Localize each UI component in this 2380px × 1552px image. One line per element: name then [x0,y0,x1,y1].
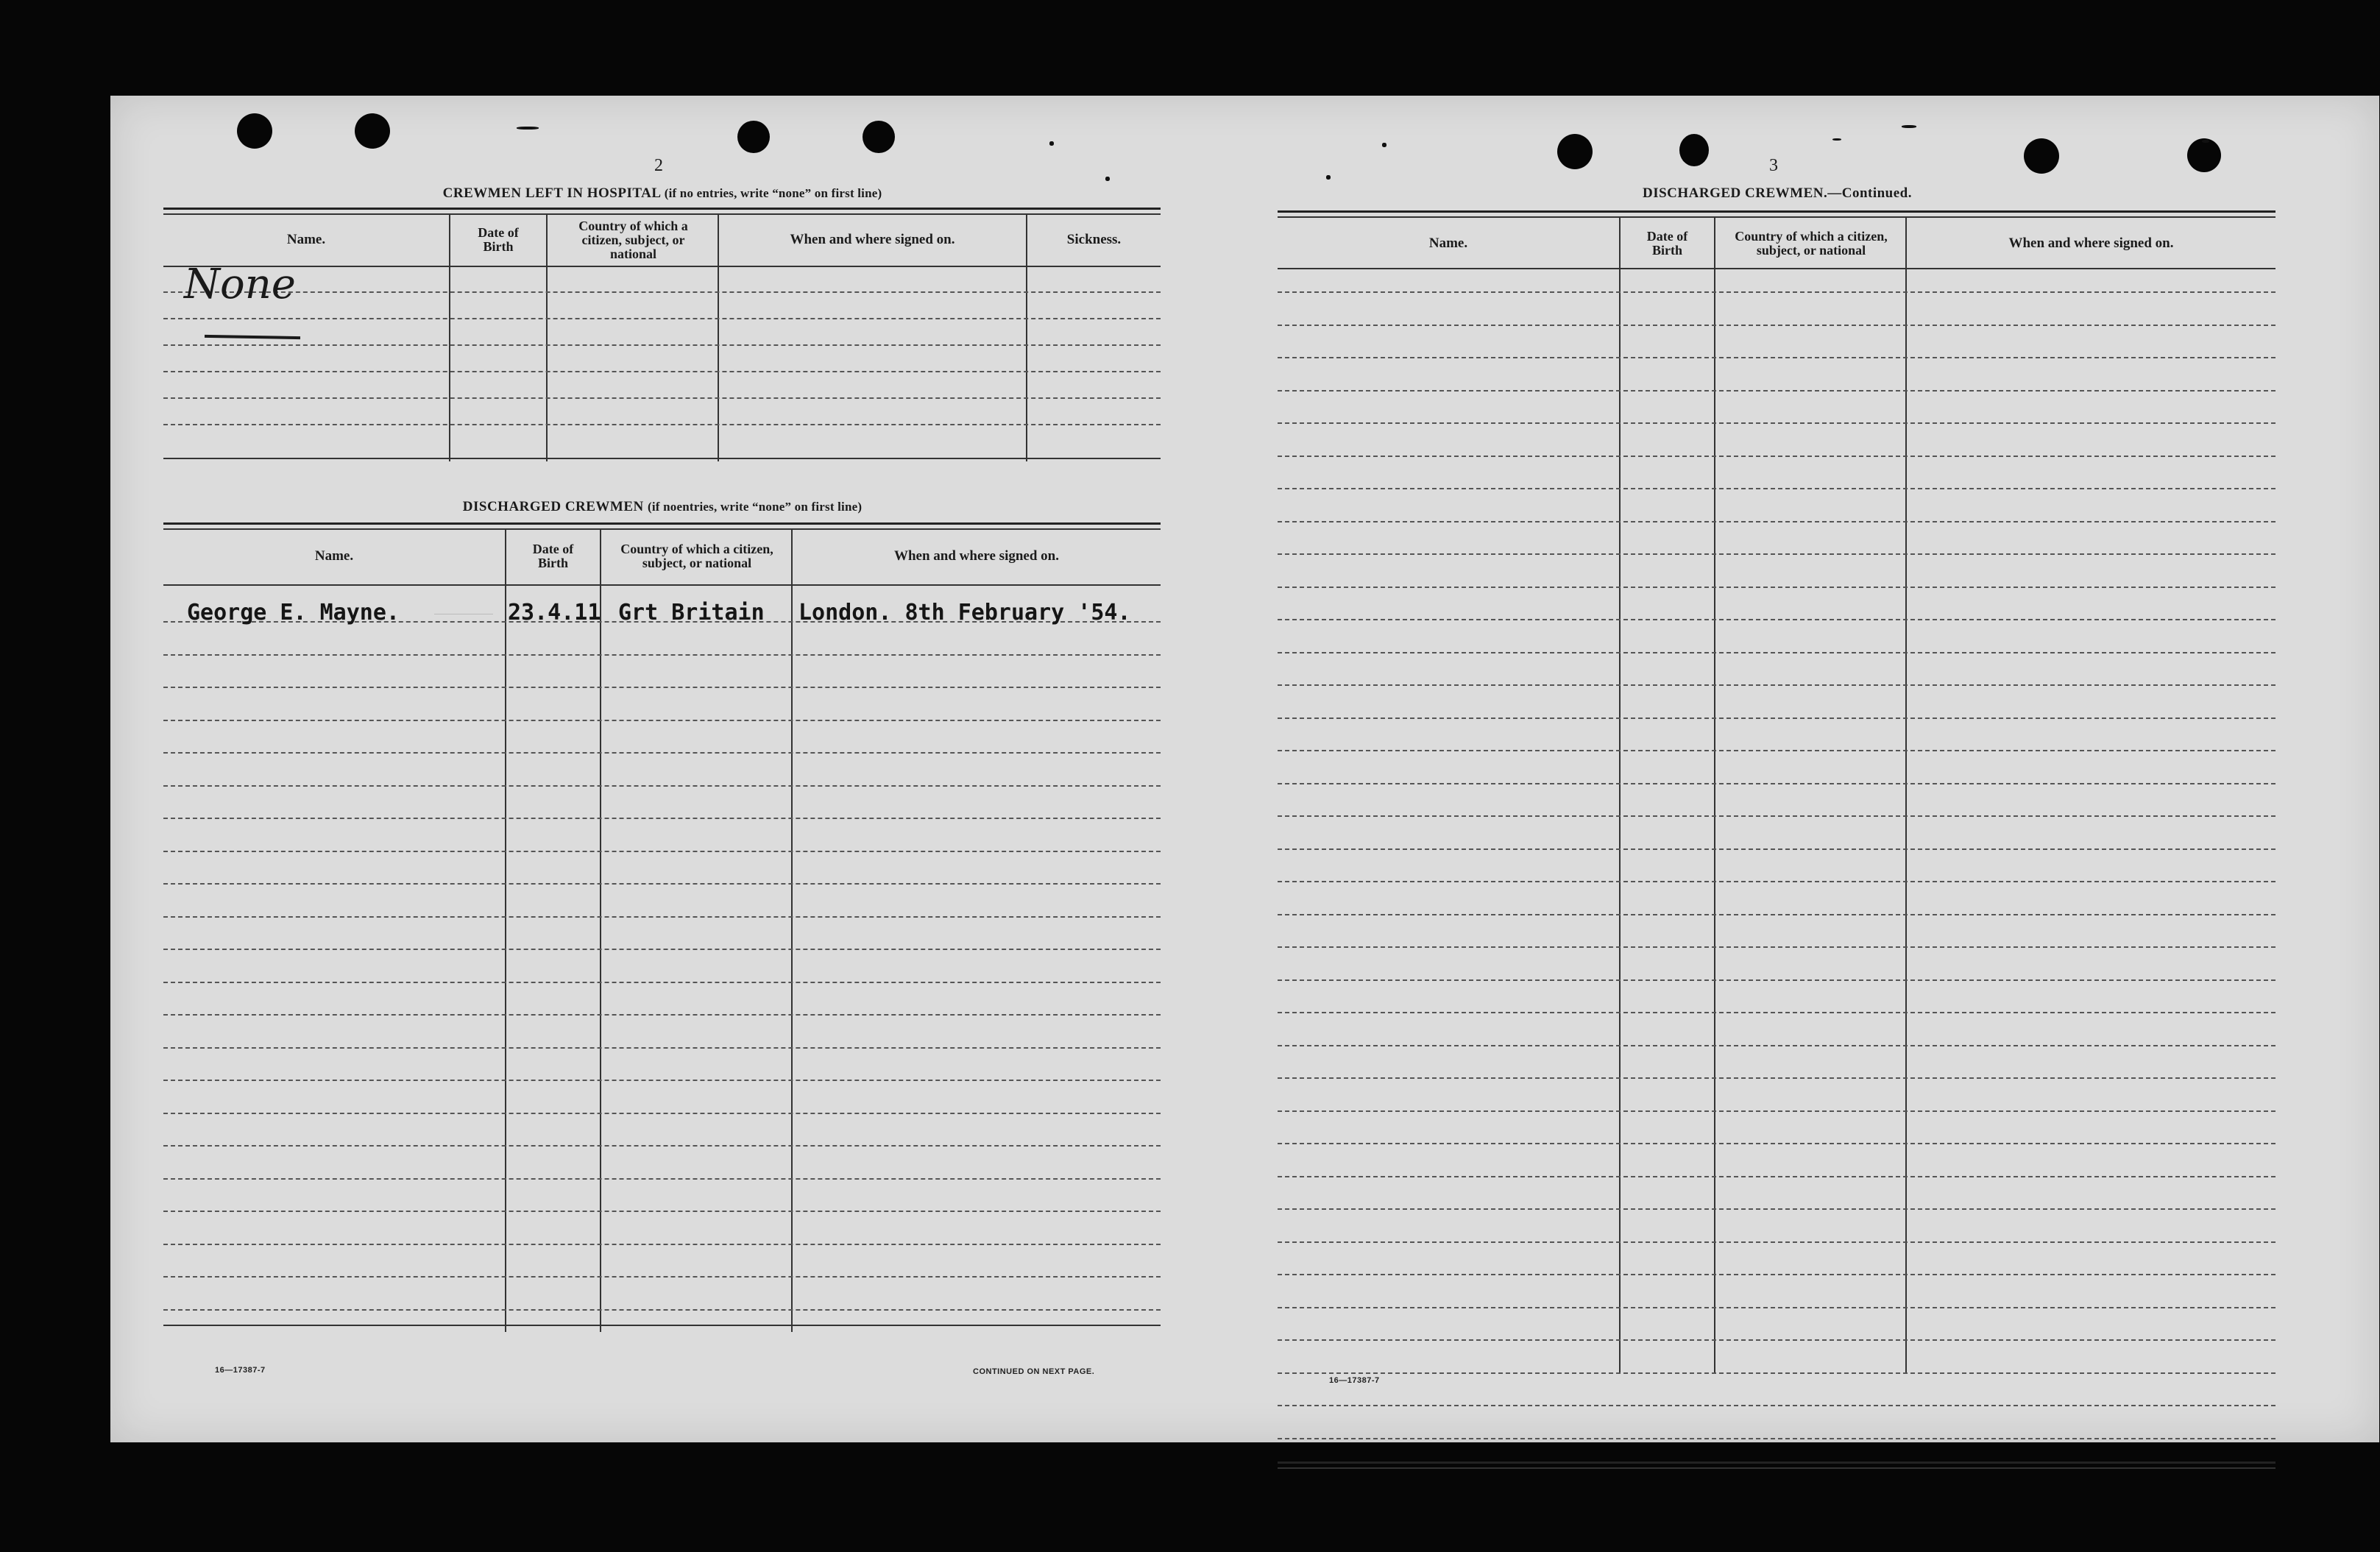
hospital-col-sickness: Sickness. [1066,232,1122,247]
ruled-line [1278,1438,2275,1439]
ruled-line [1278,587,2275,588]
ruled-line [1278,1274,2275,1275]
ruled-line [1278,422,2275,424]
ruled-line [163,1309,1161,1311]
ruled-line [1278,291,2275,293]
ruled-line [163,687,1161,688]
crew-country: Grt Britain [618,600,765,626]
punch-hole [863,121,895,153]
ruled-line [1278,1208,2275,1210]
hospital-title-text: CREWMEN LEFT IN HOSPITAL [442,185,661,201]
ruled-line [163,883,1161,885]
ruled-line [163,1145,1161,1147]
right-col-dob: Date of Birth [1646,229,1688,258]
ruled-line [163,949,1161,950]
discharged-col-dob: Date of Birth [532,542,574,570]
ruled-line [1278,652,2275,653]
ruled-line [163,720,1161,721]
ruled-line [1278,848,2275,850]
ruled-line [1278,1372,2275,1374]
ruled-line [1278,456,2275,457]
ruled-line [163,1113,1161,1114]
crew-dob: 23.4.11 [508,600,601,626]
ruled-line [1278,684,2275,686]
ruled-line [1278,1405,2275,1406]
ruled-line [1278,488,2275,489]
ruled-line [163,785,1161,787]
ruled-line [1278,979,2275,981]
hospital-table [163,208,1161,465]
speck [1902,125,1916,128]
ruled-line [163,1047,1161,1049]
ruled-line [1278,1045,2275,1046]
ruled-line [1278,1176,2275,1177]
punch-hole [1679,134,1709,166]
ruled-line [1278,325,2275,326]
discharged-col-name: Name. [314,548,354,564]
discharged-title-note: (if noentries, write “none” on first line) [648,500,863,514]
discharged-title-text: DISCHARGED CREWMEN [462,499,644,514]
ruled-line [163,916,1161,918]
ruled-line [163,1014,1161,1016]
ruled-line [163,654,1161,656]
speck [1832,138,1841,141]
ruled-line [1278,1143,2275,1144]
ruled-line [1278,1012,2275,1013]
ruled-line [1278,815,2275,817]
ruled-line [1278,390,2275,391]
ruled-line [1278,881,2275,882]
crew-signed-on: London. 8th February '54. [798,600,1131,626]
form-number-right: 16—17387-7 [1329,1376,1380,1385]
ruled-line [1278,946,2275,948]
ruled-line [1278,783,2275,784]
ruled-line [163,1080,1161,1081]
speck [1049,141,1054,146]
ruled-line [163,1178,1161,1180]
ruled-line [1278,717,2275,719]
ruled-line [1278,553,2275,555]
hospital-section-title [443,185,882,202]
right-col-name: Name. [1428,235,1468,251]
ruled-line [1278,357,2275,358]
hospital-col-dob: Date of Birth [478,225,519,254]
discharged-section-title [463,499,862,515]
punch-hole [737,121,770,153]
page-number-right: 3 [1769,156,1778,175]
ruled-line [1278,1307,2275,1308]
punch-hole [2024,138,2059,174]
ruled-line [1278,521,2275,522]
hospital-title-note: (if no entries, write “none” on first line) [664,186,882,200]
right-col-country: Country of which a citizen, subject, or national [1735,229,1888,258]
right-col-signed: When and where signed on. [2008,235,2174,251]
speck [1105,177,1110,181]
punch-hole [237,113,272,149]
ruled-line [1278,750,2275,751]
hospital-col-signed: When and where signed on. [790,232,955,247]
crew-name: George E. Mayne. [187,600,400,626]
hospital-col-name: Name. [286,232,326,247]
speck [2202,140,2209,143]
hospital-entry-none: None [184,261,296,308]
punch-hole [2187,138,2221,172]
continued-note: CONTINUED ON NEXT PAGE. [973,1367,1095,1376]
ruled-line [163,982,1161,983]
ruled-line [1278,914,2275,915]
ruled-line [163,1244,1161,1245]
speck [1382,143,1386,147]
form-number-left: 16—17387-7 [215,1366,266,1375]
ruled-line [1278,1077,2275,1079]
ruled-line [163,1276,1161,1278]
discharged-col-country: Country of which a citizen, subject, or national [620,542,773,570]
ruled-line [1278,1110,2275,1112]
ruled-line [163,818,1161,819]
ruled-line [163,851,1161,852]
document-sheet [110,96,2379,1442]
ruled-line [1278,619,2275,620]
speck [1326,175,1331,180]
speck [517,127,539,130]
ruled-line [1278,1241,2275,1243]
ruled-line [1278,1339,2275,1341]
punch-hole [1557,134,1593,169]
punch-hole [355,113,390,149]
ruled-line [163,752,1161,754]
discharged-table [163,522,1161,1332]
ruled-line [163,1211,1161,1212]
pencil-mark [434,596,493,614]
right-section-title: DISCHARGED CREWMEN.—Continued. [1642,185,1913,201]
page-number-left: 2 [654,156,663,175]
hospital-col-country: Country of which a citizen, subject, or national [578,218,688,261]
discharged-col-signed: When and where signed on. [893,548,1059,564]
discharged-continued-table [1278,210,2275,1373]
